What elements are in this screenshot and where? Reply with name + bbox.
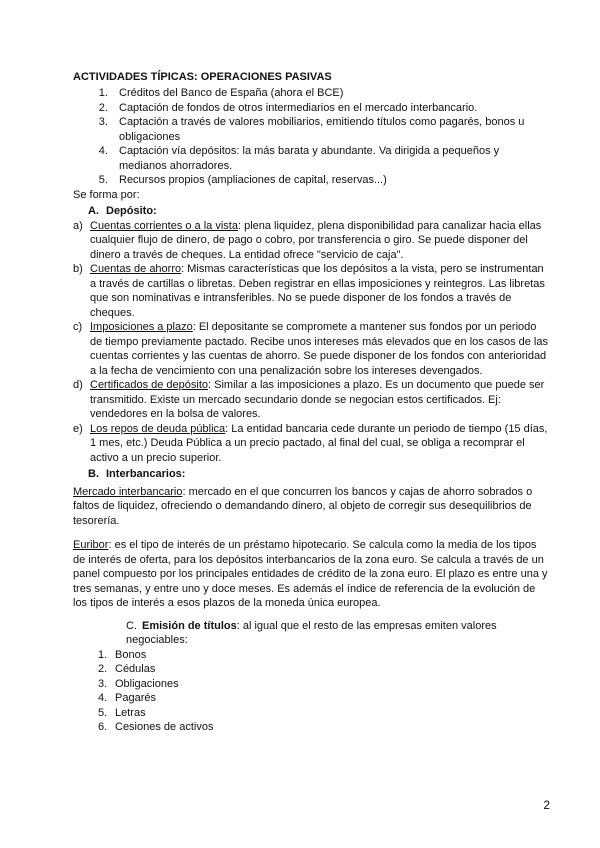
- item-text: : plena liquidez, plena disponibilidad para canalizar hacia ellas cualquier flujo de dinero, de pago o cobro, por transferencia o giro. Se puede disponer del dinero a través de cheques. La entidad ofrece "servicio de caja".: [90, 219, 542, 261]
- item-text: : La entidad bancaria cede durante un periodo de tiempo (15 días, 1 mes, etc.) Deuda Pública a un precio pactado, al final del cual, se obliga a recomprar el activo a un precio superior.: [90, 422, 548, 464]
- section-title: Depósito:: [106, 205, 157, 217]
- titles-list-item: [98, 706, 548, 721]
- se-forma-text: Se forma por:: [73, 188, 140, 201]
- item-marker: 1.: [98, 648, 108, 661]
- page-content: [73, 70, 548, 735]
- deposit-item: [73, 378, 548, 422]
- deposit-item: [73, 262, 548, 320]
- paragraph-term: Euribor: [73, 539, 109, 551]
- section-title: Interbancarios:: [106, 468, 186, 480]
- item-marker: c): [73, 321, 83, 333]
- titles-list-item: [98, 720, 548, 735]
- titles-list-item: [98, 648, 548, 663]
- section-title: Emisión de títulos: [142, 619, 237, 632]
- section-letter: B.: [88, 468, 99, 480]
- interbancario-paragraph: [73, 485, 548, 529]
- item-term: Imposiciones a plazo: [90, 321, 193, 333]
- section-letter: C.: [126, 619, 137, 632]
- item-label: Bonos: [115, 648, 147, 661]
- main-list-item: 4. Captación vía depósitos: la más barata y abundante. Va dirigida a pequeños y medianos ahorradores.: [111, 144, 548, 173]
- deposit-item: [73, 219, 548, 263]
- item-text: : Similar a las imposiciones a plazo. Es un documento que puede ser transmitido. Existe un mercado secundario donde se negocian estos certificados. Ej: vendedores en la bolsa de valores.: [90, 379, 545, 420]
- item-marker: b): [73, 263, 83, 275]
- paragraph-text: : es el tipo de interés de un préstamo hipotecario. Se calcula como la media de los tipos de interés de oferta, para los depósitos interbancarios de la zona euro. Se calcula a través de un panel compuesto por los principales entidades de crédito de la zona euro. El plazo es entre una y tres semanas, y entre uno y doce meses. Es además el índice de referencia de la evolución de los tipos de interés a esos plazos de la moneda única europea.: [73, 539, 548, 609]
- section-a-heading: [88, 204, 548, 219]
- main-list-item: 1. Créditos del Banco de España (ahora el BCE): [111, 86, 548, 101]
- item-marker: 3.: [98, 677, 108, 690]
- deposit-item: [73, 320, 548, 378]
- item-term: Certificados de depósito: [90, 379, 209, 391]
- section-c-heading: [126, 619, 548, 648]
- item-label: Letras: [115, 706, 146, 719]
- titles-list-item: [98, 691, 548, 706]
- section-text: : al igual que el resto de las empresas emiten valores negociables:: [126, 619, 497, 646]
- item-label: Obligaciones: [115, 677, 179, 690]
- item-label: Cesiones de activos: [115, 721, 214, 733]
- titles-list: [73, 648, 548, 735]
- item-marker: 2.: [98, 663, 108, 675]
- item-label: Cédulas: [115, 663, 156, 675]
- main-list-item: 5. Recursos propios (ampliaciones de capital, reservas...): [111, 173, 548, 188]
- deposit-item: [73, 422, 548, 466]
- item-term: Los repos de deuda pública: [90, 422, 226, 435]
- main-list-item: 3. Captación a través de valores mobiliarios, emitiendo títulos como pagarés, bonos u obligaciones: [111, 115, 548, 144]
- euribor-paragraph: [73, 538, 548, 611]
- main-list-item: 2. Captación de fondos de otros intermediarios en el mercado interbancario.: [111, 101, 548, 116]
- titles-list-item: [98, 677, 548, 692]
- item-text: : Mismas características que los depósitos a la vista, pero se instrumentan a través de cartillas o libretas. Deben registrar en ellas imposiciones y reintegros. Las libretas que son nominativas e intransferibles. No se puede disponer de los fondos a través de cheques.: [90, 263, 545, 319]
- page-heading: ACTIVIDADES TÍPICAS: OPERACIONES PASIVAS: [73, 71, 332, 83]
- item-marker: a): [73, 219, 83, 232]
- item-label: Pagarés: [115, 692, 156, 704]
- item-marker: 5.: [98, 706, 108, 719]
- item-marker: 4.: [98, 692, 108, 704]
- paragraph-term: Mercado interbancario: [73, 485, 183, 498]
- item-marker: e): [73, 422, 83, 435]
- item-marker: 6.: [98, 721, 108, 733]
- page-number: 2: [543, 798, 550, 812]
- section-letter: A.: [88, 205, 99, 217]
- item-marker: d): [73, 379, 83, 391]
- deposit-list: [73, 219, 548, 466]
- section-b-heading: [88, 467, 548, 482]
- main-list: [73, 86, 548, 188]
- item-term: Cuentas corrientes o a la vista: [90, 219, 238, 232]
- item-term: Cuentas de ahorro: [90, 263, 182, 275]
- paragraph-text: : mercado en el que concurren los bancos y cajas de ahorro sobrados o faltos de liquidez, ofreciendo o demandando dinero, al objeto de corregir sus desequilibrios de tesorería.: [73, 485, 533, 527]
- titles-list-item: [98, 662, 548, 677]
- item-text: : El depositante se compromete a mantener sus fondos por un periodo de tiempo previamente pactado. Recibe unos intereses más elevados que en los casos de las cuentas corrientes y las cuentas de ahorro. Se puede disponer de los fondos con anterioridad a la fecha de vencimiento con una penalización sobre los intereses devengados.: [90, 321, 548, 377]
